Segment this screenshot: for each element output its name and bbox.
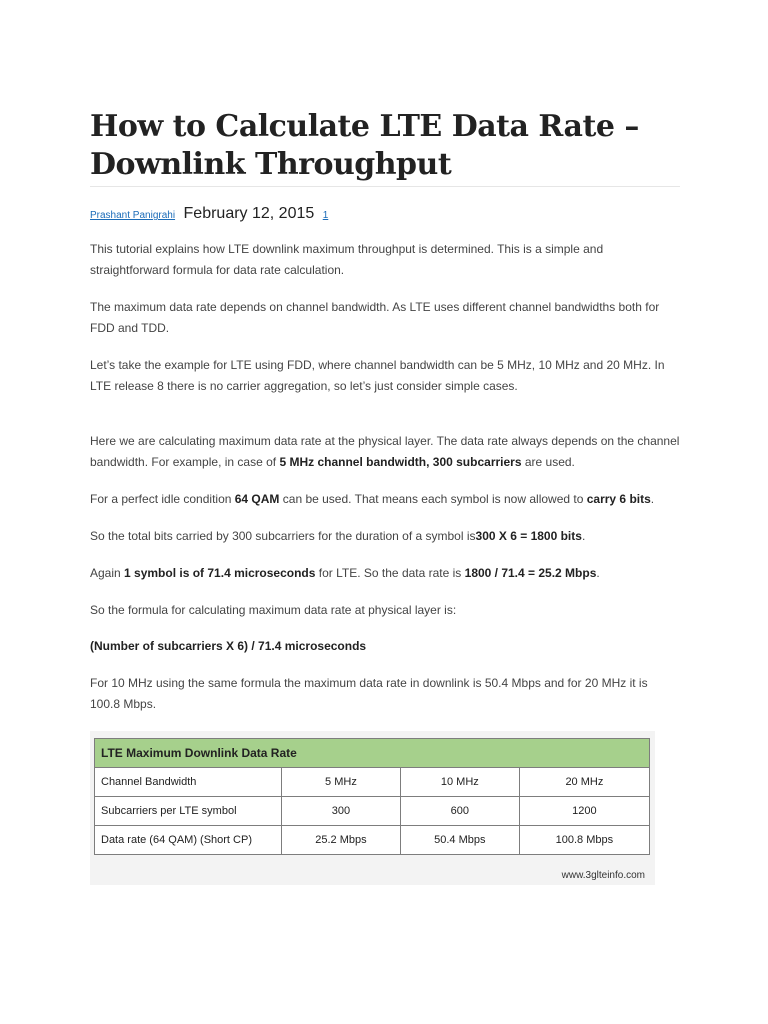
table-cell: Channel Bandwidth (95, 768, 282, 797)
publish-date: February 12, 2015 (183, 205, 315, 222)
table-cell: 20 MHz (519, 768, 649, 797)
paragraph-physical-layer: Here we are calculating maximum data rate at the physical layer. The data rate always depends on the channel bandwidth. For example, in case of 5 MHz channel bandwidth, 300 subcarriers are used. (90, 434, 680, 469)
table-cell: 1200 (519, 797, 649, 826)
table-cell: 25.2 Mbps (282, 826, 401, 855)
table-cell: 5 MHz (282, 768, 401, 797)
article (90, 108, 680, 715)
table-cell: 600 (400, 797, 519, 826)
table-row (95, 768, 650, 797)
table-cell: Data rate (64 QAM) (Short CP) (95, 826, 282, 855)
comments-count-link[interactable]: 1 (322, 210, 329, 221)
data-rate-table (94, 738, 650, 855)
paragraph-intro: This tutorial explains how LTE downlink maximum throughput is determined. This is a simple and straightforward formula for data rate calculation. (90, 242, 604, 277)
article-meta (90, 203, 680, 225)
table-row (95, 826, 650, 855)
formula: (Number of subcarriers X 6) / 71.4 microseconds (90, 639, 367, 653)
data-rate-table-image (90, 731, 655, 885)
author-link[interactable]: Prashant Panigrahi (90, 210, 176, 221)
table-title: LTE Maximum Downlink Data Rate (95, 739, 650, 768)
table-cell: 10 MHz (400, 768, 519, 797)
paragraph-total-bits: So the total bits carried by 300 subcarriers for the duration of a symbol is300 X 6 = 1800 bits. (90, 529, 586, 543)
table-cell: Subcarriers per LTE symbol (95, 797, 282, 826)
table-cell: 50.4 Mbps (400, 826, 519, 855)
table-cell: 300 (282, 797, 401, 826)
paragraph-data-rate: Again 1 symbol is of 71.4 microseconds for LTE. So the data rate is 1800 / 71.4 = 25.2 Mbps. (90, 566, 600, 580)
article-title: How to Calculate LTE Data Rate – Downlink Throughput (90, 108, 680, 187)
table-cell: 100.8 Mbps (519, 826, 649, 855)
paragraph-fdd-example: Let’s take the example for LTE using FDD, where channel bandwidth can be 5 MHz, 10 MHz and 20 MHz. In LTE release 8 there is no carrier aggregation, so let’s just consider simple cases. (90, 358, 665, 393)
table-header-row (95, 739, 650, 768)
paragraph-formula-intro: So the formula for calculating maximum data rate at physical layer is: (90, 603, 457, 617)
paragraph-other-bandwidths: For 10 MHz using the same formula the maximum data rate in downlink is 50.4 Mbps and for 20 MHz it is 100.8 Mbps. (90, 676, 648, 711)
image-credit: www.3glteinfo.com (561, 870, 645, 881)
paragraph-bandwidth: The maximum data rate depends on channel bandwidth. As LTE uses different channel bandwidths both for FDD and TDD. (90, 300, 660, 335)
table-row (95, 797, 650, 826)
paragraph-64qam: For a perfect idle condition 64 QAM can be used. That means each symbol is now allowed to carry 6 bits. (90, 492, 655, 506)
